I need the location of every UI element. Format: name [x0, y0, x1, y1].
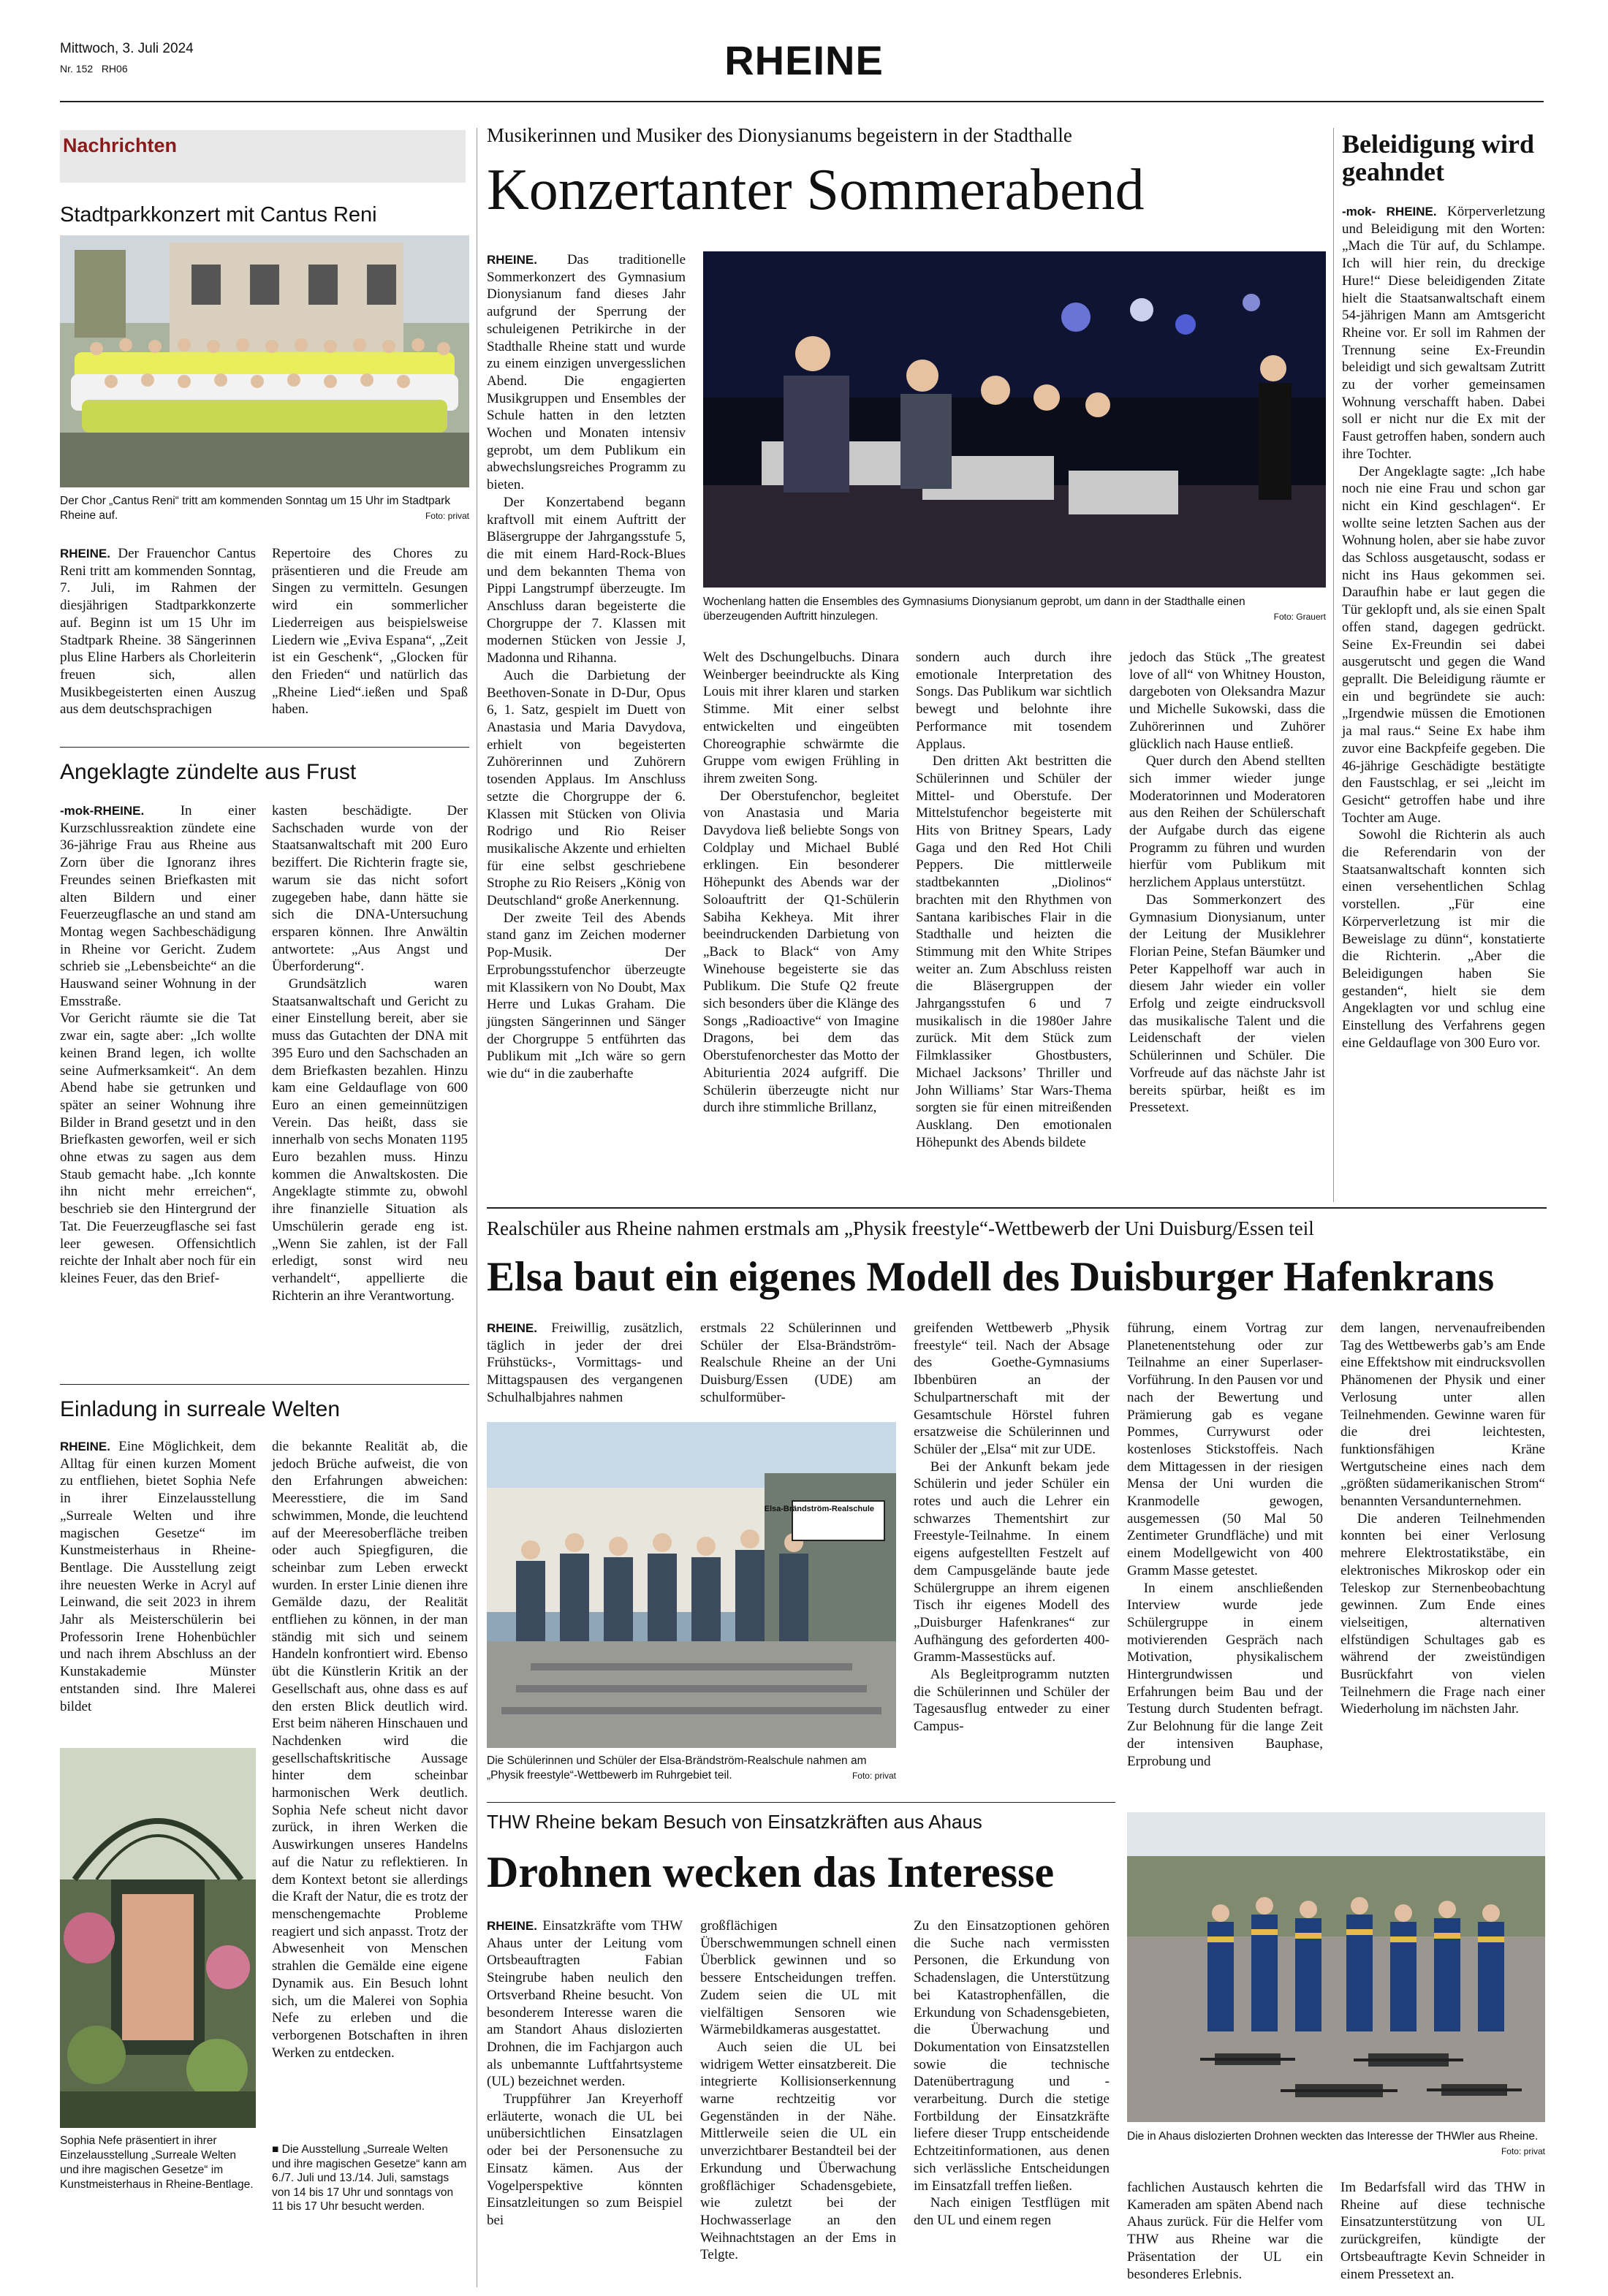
rule: [487, 1207, 1547, 1209]
sidebar-label: Nachrichten: [63, 134, 178, 156]
drones-col1: RHEINE. Einsatzkräfte vom THW Ahaus unter der Leitung vom Ortsbeauftragten Fabian Steingrube haben neulich den Ortsverband Rheine besucht. Von besonderem Interesse waren die am Standort Ahaus dislozierten Drohnen, die im Fachjargon auch als unbemannte Luftfahrtsysteme (UL) bezeichnet werden. Truppführer Jan Kreyerhoff erläuterte, wonach die UL bei unübersichtlichen Einsatzlagen oder bei der Personensuche zu Einsatz kämen. Aus der Vogelperspektive könnten Einsatzleitungen so zum Beispiel bei: [487, 1918, 683, 2228]
concert-col2: Welt des Dschungelbuchs. Dinara Weinberger beeindruckte als King Louis mit ihrer klaren und starken Stimme. Mit einer selbst entwickelten und eingeübten Choreographie schwärmte die Gruppe vom ewigen Frühling in ihrem zweiten Song. Der Oberstufenchor, begleitet von Anastasia und Maria Davydova ließ beliebte Songs von Coldplay und Michael Bublé erklingen. Ein besonderer Höhepunkt des Abends war der Soloauftritt der Q1-Schülerin Sabiha Kekheya. Mit ihrer beeindruckenden Darbietung von „Back to Black“ von Amy Winehouse begeisterte sie das Publikum. Die Stufe Q2 freute sich besonders über die Klänge des Songs „Radioactive“ von Imagine Dragons, bei dem das Oberstufenorchester das Motto der Abiturientia 2024 aufgriff. Die Schülerin überzeugte nicht nur durch ihre stimmliche Brillanz,: [703, 650, 899, 1116]
angeklagte-col1: -mok-RHEINE. In einer Kurzschlussreaktion zündete eine 36-jährige Frau aus Rheine aus Zorn über die Ignoranz ihres Freundes seinen Briefkasten mit alten Bildern und einer Feuerzeugflasche an und stand am Montag wegen Sachbeschädigung in Rheine vor Gericht. Zudem schrieb sie „Lebensbeichte“ an die Hauswand seiner Wohnung in der Emsstraße. Vor Gericht räumte sie die Tat zwar ein, sagte aber: „Ich wollte keinen Brand legen, ich wollte seine Aufmerksamkeit“. An dem Abend habe sie getrunken und später an seiner Wohnung ihre Bilder in Brand gesetzt und in den Briefkasten geworfen, weil er sich ohne etwas zu sagen aus dem Staub gemacht habe. „Ich konnte ihn nicht mehr erreichen“, beschrieb sie den Hintergrund der Tat. Die Feuerzeugflasche sei fast leer gewesen. Offensichtlich reichte der Inhalt aber noch für ein kleines Feuer, das den Brief-: [60, 803, 256, 1286]
elsa-caption: Die Schülerinnen und Schüler der Elsa-Brändström-Realschule nahmen am „Physik freestyle“-Wettbewerb im Ruhrgebiet teil. Foto: privat: [487, 1755, 896, 1782]
headline-surreale-welten: Einladung in surreale Welten: [60, 1397, 341, 1421]
insult-headline: Beleidigung wird geahndet: [1342, 129, 1535, 186]
concert-col3: sondern auch durch ihre emotionale Interpretation des Songs. Das Publikum war sichtlich bewegt und belohnte ihre Performance mit tosendem Applaus. Den dritten Akt bestritten die Schülerinnen und Schüler der Mittel- und Oberstufe. Der Mittelstufenchor begeisterte mit Hits von Britney Spears, Lady Gaga und den Red Hot Chili Peppers. Die mittlerweile stadtbekannten „Diolinos“ brachten mit den Rhythmen von Santana karibisches Flair in die Stadthalle und heizten die Stimmung mit den White Stripes weiter an. Zum Abschluss reisten die Bläsergruppen der Jahrgangsstufen 6 und 7 musikalisch in die 1980er Jahre zurück. Mit dem Stück zum Filmklassiker Ghostbusters, Michael Jacksons’ Thriller und John Williams’ Star Wars-Thema sorgten sie für einen mitreißenden Ausklang. Den emotionalen Höhepunkt des Abends bildete: [916, 650, 1112, 1150]
drones-col5: Im Bedarfsfall wird das THW in Rheine auf diese technische Einsatzunterstützung von UL zurückgreifen, kündigte der Ortsbeauftragte Kevin Schneider in einem Pressetext an.: [1340, 2180, 1545, 2282]
elsa-col4: führung, einem Vortrag zur Planetenentstehung oder zur Teilnahme an einer Superlaser-Vorführung. In den Pausen vor und nach der Bewertung und Prämierung gab es vegane Pommes, Currywurst oder kostenloses Stickstoffeis. Nach dem Mittagessen in der riesigen Mensa der Uni wurden die Kranmodelle gewogen, ausgemessen (50 Mal 50 Zentimeter Grundfläche) und mit einem Modellgewicht von 400 Gramm Masse getestet. In einem anschließenden Interview wurde jede Schülergruppe in einem motivierenden Gespräch nach Motivation, physikalischem Hintergrundwissen und Erfahrungen beim Bau und der Testung durch Studenten befragt. Zur Belohnung für die lange Zeit der intensiven Bauphase, Erprobung und: [1127, 1320, 1323, 1769]
drones-headline: Drohnen wecken das Interesse: [487, 1848, 1055, 1896]
drones-kicker: THW Rheine bekam Besuch von Einsatzkräften aus Ahaus: [487, 1811, 982, 1833]
elsa-col5: dem langen, nervenaufreibenden Tag des Wettbewerbs gab’s am Ende eine Effektshow mit eindrucksvollen Phänomenen der Physik und einer Verlosung unter allen Teilnehmenden. Gewinne waren für die drei leichtesten, funktionsfähigen Kräne Wertgutscheine eines nach dem „größten südamerikanischen Strom“ benannten Versandunternehmen. Die anderen Teilnehmenden konnten bei einer Verlosung mehrere Elektrostatikstäbe, ein elektronisches Mikroskop oder ein Teleskop zur Sternenbeobachtung gewinnen. Zum Ende eines vielseitigen, alternativen elfstündigen Schultages gab es während der zweistündigen Busrückfahrt von vielen Teilnehmern die Frage nach einer Wiederholung im nächsten Jahr.: [1340, 1320, 1545, 1717]
section-title: RHEINE: [724, 37, 884, 83]
drones-col2: großflächigen Überschwemmungen schnell einen Überblick gewinnen und so bessere Entscheidungen treffen. Zudem seien die UL mit vielfältigen Sensoren wie Wärmebildkameras ausgestattet. Auch seien die UL bei widrigem Wetter einsatzbereit. Die integrierte Kollisionserkennung warne rechtzeitig vor Gegenständen in der Nähe. Mittlerweile seien die UL ein unverzichtbarer Bestandteil bei der Erkundung und Überwachung großflächiger Schadensgebiete, wie zuletzt bei der Hochwasserlage an den Weihnachtstagen an der Ems in Telgte.: [700, 1918, 896, 2263]
drones-col4: fachlichen Austausch kehrten die Kameraden am späten Abend nach Ahaus zurück. Für die Helfer vom THW aus Rheine war die Präsentation der UL ein besonderes Erlebnis.: [1127, 2180, 1323, 2282]
elsa-photo: [487, 1422, 896, 1748]
elsa-col3: greifenden Wettbewerb „Physik freestyle“ teil. Nach der Absage des Goethe-Gymnasiums Ibbenbüren an der Schulpartnerschaft mit der Gesamtschule Hörstel fuhren ersatzweise die Schülerinnen und Schüler der „Elsa“ mit zur UDE. Bei der Ankunft bekam jede Schülerin und jeder Schüler ein rotes und auch die Lehrer ein schwarzes Thementshirt zur Freestyle-Teilnahme. In einem eigens aufgestellten Festzelt auf dem Campusgelände baute jede Schülergruppe an ihrem eigenen Tisch ihr eigenes Modell des „Duisburger Hafenkranes“ zur Aufhängung des geforderten 400-Gramm-Massestücks auf. Als Begleitprogramm nutzten die Schülerinnen und Schüler der Tagesausflug entweder zu einer Campus-: [914, 1320, 1110, 1735]
painting-caption: Sophia Nefe präsentiert in ihrer Einzelausstellung „Surreale Welten und ihre magischen Gesetze“ im Kunstmeisterhaus in Rheine-Bentlage.: [60, 2135, 254, 2191]
painting-photo: [60, 1748, 256, 2128]
rule: [60, 747, 469, 748]
surreal-col2: die bekannte Realität ab, die jedoch Brüche aufweist, die von den Erfahrungen abweichen: Meeresstiere, die im Sand schwimmen, Monde, die leuchtend auf der Meeresoberfläche treiben oder auch Spiegfiguren, die scheinbar zum Leben erweckt wurden. In erster Linie dienen ihre Gemälde dazu, der Realität entfliehen zu können, in der man ständig mit sich und seinem Handeln konfrontiert wird. Ebenso übt die Künstlerin Kritik an der Gesellschaft aus, ohne dass es auf den ersten Blick deutlich wird. Erst beim näheren Hinschauen und Nachdenken wird die gesellschaftskritische Aussage hinter dem scheinbar harmonischen Werk deutlich. Sophia Nefe scheut nicht davor zurück, in ihren Werken die Auswirkungen unseres Handelns auf die Natur zu reflektieren. In dem Kontext betont sie allerdings die Kraft der Natur, die es trotz der menschengemachte Probleme reagiert und sich anpasst. Trotz der Abwesenheit von Menschen strahlen die Gemälde eine eigene Dynamik aus. Ein Besuch lohnt sich, um die Malerei von Sophia Nefe zu erleben und die verborgenen Botschaften in ihren Werken zu entdecken.: [272, 1439, 468, 2061]
headline-stadtparkkonzert: Stadtparkkonzert mit Cantus Reni: [60, 203, 377, 227]
rule: [60, 1384, 469, 1385]
stadtpark-col1: RHEINE. Der Frauenchor Cantus Reni tritt am kommenden Sonntag, 7. Juli, im Rahmen der diesjährigen Stadtparkkonzerte auf. Beginn ist um 15 Uhr im Stadtpark Rheine. 38 Sängerinnen plus Eline Harbers als Chorleiterin freuen sich, allen Musikbegeisterten einen Auszug aus dem deutschsprachigen: [60, 546, 257, 718]
column-rule-right: [1333, 128, 1334, 1202]
elsa-col1: RHEINE. Freiwillig, zusätzlich, täglich in jeder der drei Frühstücks-, Vormittags- und Mittagspausen des vergangenen Schulhalbjahres nahmen: [487, 1320, 683, 1405]
concert-col4: jedoch das Stück „The greatest love of all“ von Whitney Houston, dargeboten von Oleksandra Mazur und Michelle Sukowski, dass die Zuhörerinnen und Zuhörer glücklich nach Hause entließ. Quer durch den Abend stellten sich immer wieder junge Moderatorinnen und Moderatoren aus den Reihen der Schülerschaft der Aufgabe durch das eigene Programm zu führen und wurden hierfür vom Publikum mit herzlichem Applaus unterstützt. Das Sommerkonzert des Gymnasium Dionysianum, unter der Leitung der Musiklehrer Florian Peine, Stefan Bäumker und Peter Kappelhoff war auch in diesem Jahr wieder ein voller Erfolg und zeigte eindrucksvoll das musikalische Talent und die Leidenschaft der vielen Schülerinnen und Schüler. Die Vorfreude auf das nächste Jahr ist bereits spürbar, heißt es im Pressetext.: [1129, 650, 1325, 1116]
realschule-sign: Elsa-Brändström-Realschule: [764, 1505, 874, 1513]
stadtpark-col2: Repertoire des Chores zu präsentieren und die Freude am Singen zu vermitteln. Gesungen wird ein sommerlicher Liederreigen aus beispielsweise Liedern wie „Eviva Espana“, „Zeit ist ein Geschenk“, „Glocken für den Frieden“ und natürlich das „Rheine Lied“.ießen und Spaß haben.: [272, 546, 468, 718]
drones-col3: Zu den Einsatzoptionen gehören die Suche nach vermissten Personen, die Erkundung von Schadenslagen, die Unterstützung bei Katastrophenfällen, die Erkundung von Schadensgebieten, die Überwachung und Dokumentation von Einsatzstellen sowie die technische Datenübertragung und -verarbeitung. Durch die stetige Fortbildung der Einsatzkräfte liefere dieser Trupp entscheidende Echtzeitinformationen, aus denen sich verlässliche Entscheidungen im Einsatzfall treffen ließen. Nach einigen Testflügen mit den UL und einem regen: [914, 1918, 1110, 2228]
concert-kicker: Musikerinnen und Musiker des Dionysianums begeistern in der Stadthalle: [487, 124, 1072, 146]
choir-photo: [60, 235, 469, 487]
elsa-headline: Elsa baut ein eigenes Modell des Duisburger Hafenkrans: [487, 1254, 1495, 1300]
masthead-rule: [60, 101, 1544, 102]
surreal-col1: RHEINE. Eine Möglichkeit, dem Alltag für einen kurzen Moment zu entfliehen, bietet Sophia Nefe in ihrer Einzelausstellung „Surreale Welten und ihre magischen Gesetze“ im Kunstmeisterhaus in Rheine-Bentlage. Die Ausstellung zeigt ihre neuesten Werke in Acryl auf Leinwand, die seit 2023 in ihrem Jahr als Meisterschülerin bei Professorin Irene Hohenbüchler und nach ihrem Abschluss an der Kunstakademie Münster entstanden sind. Ihre Malerei bildet: [60, 1439, 257, 1714]
concert-photo: [703, 251, 1326, 588]
choir-caption: Der Chor „Cantus Reni“ tritt am kommenden Sonntag um 15 Uhr im Stadtpark Rheine auf. Foto: privat: [60, 495, 469, 522]
elsa-kicker: Realschüler aus Rheine nahmen erstmals am „Physik freestyle“-Wettbewerb der Uni Duisburg/Essen teil: [487, 1217, 1314, 1239]
exhibition-note: ■ Die Ausstellung „Surreale Welten und ihre magischen Gesetze“ kann am 6./7. Juli und 13./14. Juli, samstags von 14 bis 17 Uhr und sonntags von 11 bis 17 Uhr besucht werden.: [272, 2143, 467, 2213]
headline-angeklagte: Angeklagte zündelte aus Frust: [60, 760, 357, 784]
insult-text: -mok- RHEINE. Körperverletzung und Beleidigung mit den Worten: „Mach die Tür auf, du Schlampe. Ich will hier rein, du dreckige Hure!“ Diese beleidigenden Zitate hielt die Staatsanwaltschaft einem 54-jährigen Mann am Amtsgericht Rheine vor. Er soll im Rahmen der Trennung seine Ex-Freundin beleidigt und sich gewaltsam Zutritt zu der vorher gemeinsamen Wohnung verschafft haben. Dabei soll er nicht nur die Ex mit der Faust getroffen haben, sondern auch ihre Tochter. Der Angeklagte sagte: „Ich habe noch nie eine Frau und schon gar nicht ein Kind geschlagen“. Er wollte seine letzten Sachen aus der Wohnung holen, aber sie habe zuvor das Schloss ausgetauscht, sodass er nicht ins Haus gekommen sei. Daraufhin habe er laut gegen die Tür geklopft und, als sie einen Spalt offen stand, dagegen gedrückt. Seine Ex-Freundin sei dabei ausgerutscht und gegen die Wand geprallt. Die Beleidigung räumte er ein und begründete sie auch: „Irgendwie müssen die Emotionen ja mal raus.“ Seine Ex habe ihm zuvor eine Backpfeife gegeben. Die 46-jährige Geschädigte bestätigte den Faustschlag, er sei „leicht im Gesicht“ getroffen habe und ihre Tochter am Auge. Sowohl die Richterin als auch die Referendarin von der Staatsanwaltschaft konnten sich einen versehentlichen Schlag vorstellen. „Für eine Körperverletzung ist mir die Beweislage zu dünn“, konstatierte die Richterin. „Aber die Beleidigungen haben Sie gestanden“, hielt sie dem Angeklagten vor und schlug eine Einstellung des Verfahrens gegen eine Geldauflage von 300 Euro vor.: [1342, 204, 1545, 1051]
issue-date: Mittwoch, 3. Juli 2024: [60, 41, 194, 56]
rule: [487, 1802, 1115, 1803]
issue-number: Nr. 152 RH06: [60, 63, 128, 75]
drones-caption: Die in Ahaus dislozierten Drohnen weckten das Interesse der THWler aus Rheine. Foto: privat: [1127, 2130, 1545, 2156]
concert-col1: RHEINE. Das traditionelle Sommerkonzert des Gymnasium Dionysianum fand dieses Jahr aufgrund der Sperrung der schuleigenen Petrikirche in der Stadthalle Rheine statt und wurde zu einem einzigen unvergesslichen Abend. Die engagierten Musikgruppen und Ensembles der Schule hatten in den letzten Wochen und Monaten intensiv geprobt, um dem Publikum ein abwechslungsreiches Programm zu bieten. Der Konzertabend begann kraftvoll mit einem Auftritt der Bläsergruppe der Jahrgangsstufe 5, die mit einem Hard-Rock-Blues und dem bekannten Thema von Pippi Langstrumpf überzeugte. Im Anschluss daran begeisterte die Chorgruppe der 7. Klassen mit modernen Stücken von Jessie J, Madonna und Rihanna. Auch die Darbietung der Beethoven-Sonate in D-Dur, Opus 6, 1. Satz, gespielt im Duett von Anastasia und Maria Davydova, erhielt von begeisterten Zuhörerinnen und Zuhörern tosenden Applaus. Im Anschluss setzte die Chorgruppe der 6. Klassen mit Stücken von Olivia Rodrigo und Rio Reiser musikalische Akzente und erhielten für eine selbst geschriebene Strophe zu Rio Reisers „König von Deutschland“ große Anerkennung. Der zweite Teil des Abends stand ganz im Zeichen moderner Pop-Musik. Der Erprobungsstufenchor überzeugte mit Klassikern von No Doubt, Max Herre und Lukas Graham. Die jüngsten Sängerinnen und Sänger der Chorgruppe 5 entführten das Publikum mit „Ich wäre so gern wie du“ in die zauberhafte: [487, 252, 686, 1082]
concert-caption: Wochenlang hatten die Ensembles des Gymnasiums Dionysianum geprobt, um dann in der Stadthalle einen überzeugenden Auftritt hinzulegen. Foto: Grauert: [703, 596, 1326, 623]
angeklagte-col2: kasten beschädigte. Der Sachschaden wurde von der Staatsanwaltschaft mit 200 Euro beziffert. Die Richterin fragte sie, warum sie das nicht sofort zugegeben habe, dann hätte sie sich die DNA-Untersuchung ersparen können. Ihre Anwältin antwortete: „Aus Angst und Überforderung“. Grundsätzlich waren Staatsanwaltschaft und Gericht zu einer Einstellung bereit, aber sie muss das Gutachten der DNA mit 395 Euro und den Sachschaden an dem Briefkasten bezahlen. Hinzu kam eine Geldauflage von 600 Euro an einen gemeinnützigen Verein. Das heißt, dass sie innerhalb von sechs Monaten 1195 Euro bezahlen muss. Hinzu kommen die Anwaltskosten. Die Angeklagte stimmte zu, obwohl ihre finanzielle Situation als Umschülerin gerade eng ist. „Wenn Sie zahlen, ist der Fall erledigt, sonst wird neu verhandelt“, appellierte die Richterin an ihre Verantwortung.: [272, 803, 468, 1304]
elsa-col2: erstmals 22 Schülerinnen und Schüler der Elsa-Brändström-Realschule Rheine an der Uni Duisburg/Essen (UDE) am schulformüber-: [700, 1320, 896, 1405]
drones-photo: [1127, 1812, 1545, 2122]
concert-headline: Konzertanter Sommerabend: [487, 158, 1145, 222]
